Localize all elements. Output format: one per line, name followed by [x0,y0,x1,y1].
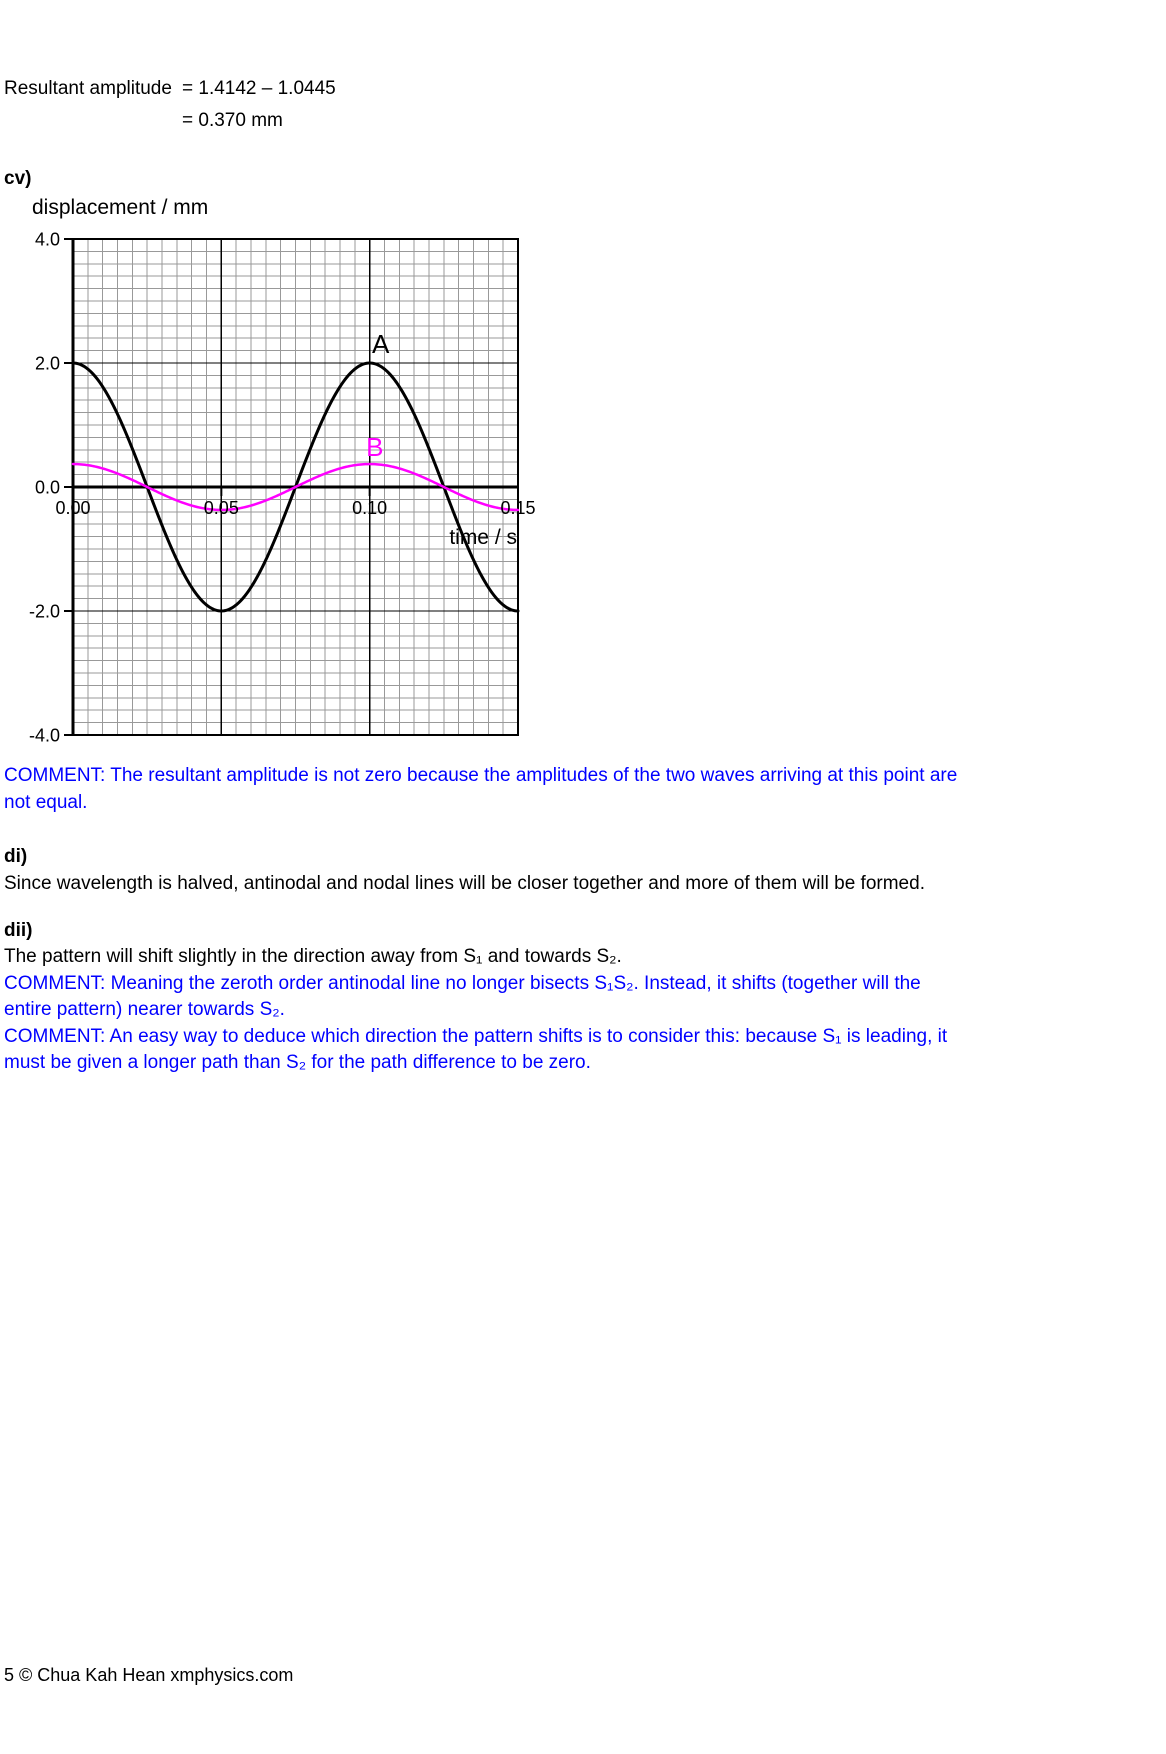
formula-rhs-1: = 1.4142 – 1.0445 [182,78,336,99]
x-tick-label: 0.05 [203,498,239,518]
series-label-A: A [372,329,390,360]
y-tick-label: 0.0 [34,477,60,498]
series-label-B: B [366,432,384,462]
section-cv-heading: cv) [4,168,32,189]
formula-line-1 [4,76,336,103]
chart-title: displacement / mm [32,196,209,219]
cv-comment-line: COMMENT: The resultant amplitude is not zero because the amplitudes of the two waves arriving at this point are [4,765,958,786]
x-tick-label: 0.10 [352,498,388,518]
dii-answer-text: The pattern will shift slightly in the direction away from S₁ and towards S₂. [4,946,622,967]
dii-comment2-line: COMMENT: An easy way to deduce which direction the pattern shifts is to consider this: because S₁ is leading, it [4,1025,948,1047]
formula-lhs: Resultant amplitude [4,78,172,99]
section-di-heading: di) [4,846,28,867]
dii-answer-block [4,944,947,1077]
dii-comment2-line: must be given a longer path than S₂ for the path difference to be zero. [4,1052,591,1073]
dii-comment1-line: entire pattern) nearer towards S₂. [4,999,285,1020]
y-tick-label: 2.0 [34,353,60,374]
y-tick-label: 4.0 [34,230,60,250]
x-tick-label: 0.00 [55,498,91,518]
formula-line-2: = 0.370 mm [182,110,283,131]
y-tick-label: -4.0 [28,725,60,746]
page-footer: 5 © Chua Kah Hean xmphysics.com [4,1665,294,1685]
x-tick-label: 0.15 [500,498,536,518]
x-axis-label: time / s [449,526,517,549]
y-tick-label: -2.0 [28,601,60,622]
cv-comment [4,763,957,816]
dii-comment1-line: COMMENT: Meaning the zeroth order antinodal line no longer bisects S₁S₂. Instead, it shifts (together will the [4,972,921,994]
section-dii-heading: dii) [4,920,33,941]
waveform-chart [0,230,560,790]
di-answer-text: Since wavelength is halved, antinodal and nodal lines will be closer together and more of them will be formed. [4,873,925,894]
cv-comment-line: not equal. [4,791,88,813]
